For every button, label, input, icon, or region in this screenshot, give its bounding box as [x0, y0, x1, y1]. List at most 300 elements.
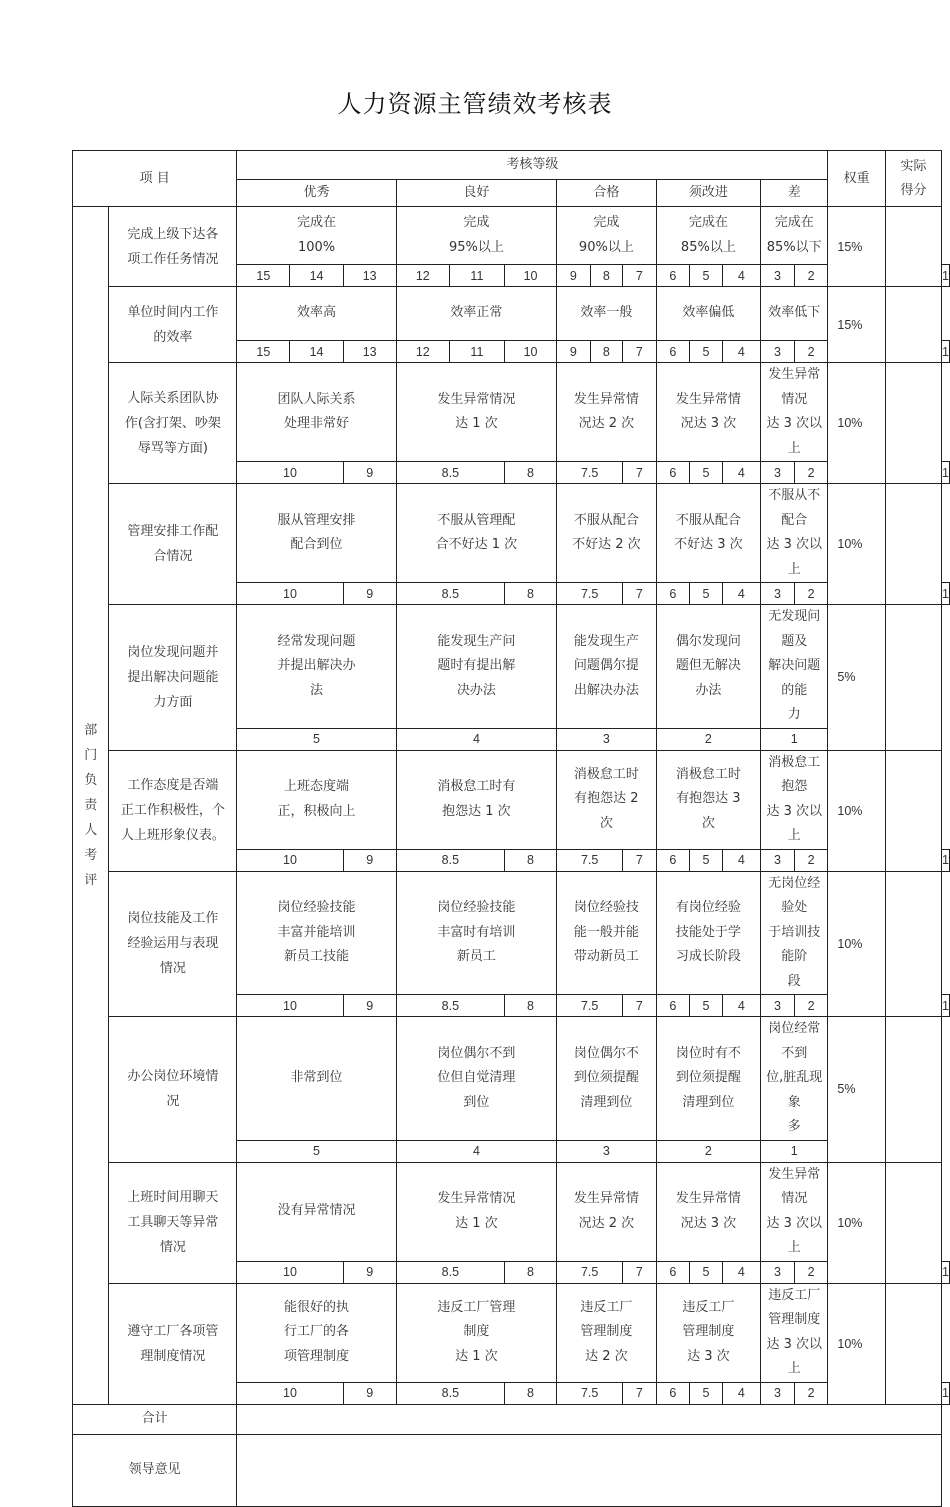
description-line: 正，积极向上 [277, 803, 356, 819]
description-line: 有抱怨达 3 [676, 791, 741, 807]
score-value: 2 [794, 462, 828, 484]
description-line: 不好达 2 次 [572, 537, 641, 552]
criterion-line: 作(含打架、吵架 [124, 415, 221, 431]
score-value: 3 [761, 341, 795, 363]
grade-description [761, 1162, 828, 1261]
evaluator-char: 部 [84, 722, 98, 738]
grade-description [557, 1017, 657, 1141]
description-line: 达 3 次以上 [766, 1336, 822, 1376]
description-line: 能发现生产问 [437, 633, 516, 649]
description-line: 技能处于学 [675, 924, 741, 940]
grade-description [557, 871, 657, 995]
score-value: 10 [237, 849, 343, 871]
criterion-line: 岗位技能及工作 [127, 911, 219, 927]
description-line: 抱怨达 1 次 [442, 803, 511, 819]
actual-score-cell [885, 871, 941, 1017]
description-line: 合不好达 1 次 [435, 537, 518, 552]
score-value: 7.5 [557, 995, 623, 1017]
description-line: 新员工 [456, 949, 496, 964]
grade-description [557, 207, 657, 265]
grade-description [237, 484, 396, 583]
score-value: 3 [761, 1261, 795, 1283]
criterion-label [109, 287, 237, 363]
description-line: 100% [297, 239, 336, 255]
score-value: 9 [343, 583, 396, 605]
grade-description [557, 1283, 657, 1382]
score-value: 8 [504, 583, 556, 605]
grade-description [656, 1283, 760, 1382]
description-line: 到位须提醒 [573, 1070, 639, 1085]
score-value: 9 [343, 995, 396, 1017]
description-line: 处理非常好 [284, 416, 350, 431]
score-value: 4 [722, 583, 760, 605]
score-value: 7 [623, 1261, 657, 1283]
weight-value: 15% [828, 287, 885, 363]
score-value: 10 [237, 583, 343, 605]
grade-description [761, 287, 828, 341]
score-value: 11 [449, 265, 504, 287]
score-value: 8 [504, 462, 556, 484]
score-value: 8 [590, 341, 623, 363]
description-line: 习成长阶段 [675, 949, 741, 964]
description-line: 次 [599, 815, 613, 831]
description-line: 管理制度 [682, 1324, 735, 1340]
description-line: 到位须提醒 [675, 1070, 741, 1085]
actual-score-cell [885, 750, 941, 871]
score-value: 8 [504, 849, 556, 871]
header-item [73, 151, 237, 207]
grade-description [557, 750, 657, 849]
description-line: 达 3 次以上 [766, 803, 822, 843]
description-line: 并提出解决办 [277, 658, 356, 673]
score-value: 4 [722, 462, 760, 484]
grade-description [761, 207, 828, 265]
score-value: 9 [343, 1261, 396, 1283]
score-value: 6 [656, 341, 690, 363]
actual-score-cell [885, 484, 941, 605]
criterion-label [109, 750, 237, 871]
criterion-line: 岗位发现问题并 [127, 644, 219, 660]
criterion-line: 提出解决问题能 [127, 669, 219, 685]
score-value: 6 [656, 583, 690, 605]
description-line: 偶尔发现问 [675, 633, 741, 649]
criterion-line: 工具聊天等异常 [127, 1215, 219, 1230]
description-line: 不服从配合 [675, 512, 741, 528]
grade-description [396, 1017, 556, 1141]
score-value: 7.5 [557, 1261, 623, 1283]
score-value: 5 [690, 995, 723, 1017]
score-value: 14 [290, 265, 343, 287]
description-line: 新员工技能 [284, 949, 350, 964]
criterion-line: 经验运用与表现 [127, 936, 219, 952]
description-line: 岗位时有不 [675, 1045, 741, 1061]
description-line: 消极怠工抱怨 [768, 754, 821, 794]
description-line: 效率偏低 [682, 305, 735, 321]
criterion-line: 项工作任务情况 [127, 251, 219, 267]
description-line: 次 [701, 815, 715, 831]
score-value: 5 [690, 849, 723, 871]
score-value: 6 [656, 265, 690, 287]
description-line: 发生异常情况 [437, 391, 516, 407]
evaluator-char: 评 [84, 872, 98, 888]
description-line: 有抱怨达 2 [574, 791, 639, 807]
description-line: 上班态度端 [284, 779, 350, 794]
score-value: 8.5 [396, 995, 504, 1017]
grade-description [396, 605, 556, 729]
total-value [237, 1404, 942, 1434]
grade-description [396, 1283, 556, 1382]
criterion-line: 辱骂等方面) [137, 440, 208, 456]
description-line: 效率一般 [580, 305, 633, 321]
grade-description [761, 871, 828, 995]
score-value: 1 [942, 265, 950, 287]
description-line: 出解决办法 [573, 682, 639, 698]
description-line: 带动新员工 [573, 949, 639, 964]
score-value: 1 [761, 1140, 828, 1162]
grade-header-3: 合格 [557, 180, 657, 207]
description-line: 团队人际关系 [277, 391, 356, 407]
grade-description [557, 363, 657, 462]
description-line: 85%以上 [680, 239, 736, 255]
description-line: 况达 3 次 [680, 416, 737, 431]
criterion-line: 力方面 [153, 694, 193, 710]
grade-description [237, 605, 396, 729]
grade-description [396, 207, 556, 265]
score-value: 5 [690, 341, 723, 363]
description-line: 违反工厂 [580, 1299, 633, 1315]
description-line: 岗位经常不到 [768, 1021, 821, 1061]
description-line: 岗位经验技 [573, 900, 639, 915]
score-value: 2 [656, 1140, 760, 1162]
criterion-line: 办公岗位环境情 [127, 1069, 219, 1085]
score-value: 3 [761, 849, 795, 871]
description-line: 发生异常情 [573, 391, 639, 407]
description-line: 不好达 3 次 [674, 537, 743, 552]
actual-score-cell [885, 605, 941, 751]
description-line: 90%以上 [578, 239, 634, 255]
description-line: 况达 2 次 [578, 1215, 635, 1231]
description-line: 95%以上 [448, 239, 504, 255]
grade-description [761, 484, 828, 583]
description-line: 达 2 次 [585, 1348, 628, 1364]
header-actual-line: 得分 [900, 182, 927, 198]
score-value: 1 [942, 583, 950, 605]
criterion-line: 情况 [159, 961, 186, 977]
header-grade-group: 考核等级 [237, 151, 828, 180]
score-value: 8.5 [396, 583, 504, 605]
criterion-label [109, 484, 237, 605]
score-value: 3 [761, 462, 795, 484]
description-line: 项管理制度 [284, 1348, 350, 1364]
criterion-line: 情况 [159, 1240, 186, 1255]
description-line: 完成 [593, 215, 620, 230]
description-line: 题时有提出解 [437, 658, 516, 673]
description-line: 消极怠工时有 [437, 779, 516, 794]
grade-description [396, 484, 556, 583]
grade-description [237, 207, 396, 265]
score-value: 7.5 [557, 849, 623, 871]
grade-description [237, 1283, 396, 1382]
description-line: 于培训技能阶 [768, 924, 821, 964]
grade-description [656, 605, 760, 729]
score-value: 7 [623, 849, 657, 871]
description-line: 不服从不配合 [768, 488, 821, 528]
evaluation-table [72, 150, 950, 1507]
score-value: 2 [794, 265, 828, 287]
grade-description [237, 1017, 396, 1141]
description-line: 不服从管理配 [437, 512, 516, 528]
score-value: 8.5 [396, 462, 504, 484]
description-line: 达 3 次以上 [766, 1215, 822, 1255]
score-value: 13 [343, 265, 396, 287]
description-line: 服从管理安排 [277, 512, 356, 528]
grade-header-2: 良好 [396, 180, 556, 207]
criterion-line: 况 [166, 1094, 180, 1110]
description-line: 无发现问题及 [768, 609, 821, 649]
description-line: 效率低下 [768, 305, 821, 321]
score-value: 7 [623, 265, 657, 287]
score-value: 10 [504, 341, 556, 363]
page-title: 人力资源主管绩效考核表 [337, 90, 613, 118]
score-value: 10 [237, 995, 343, 1017]
evaluator-char: 门 [84, 747, 98, 763]
weight-value: 10% [828, 871, 885, 1017]
description-line: 发生异常情 [675, 391, 741, 407]
score-value: 7 [623, 995, 657, 1017]
score-value: 9 [343, 849, 396, 871]
score-value: 9 [557, 265, 591, 287]
grade-description [237, 287, 396, 341]
description-line: 达 1 次 [455, 1348, 498, 1364]
grade-header-1: 优秀 [237, 180, 396, 207]
score-value: 10 [504, 265, 556, 287]
score-value: 7 [623, 583, 657, 605]
score-value: 4 [396, 1140, 556, 1162]
weight-value: 5% [828, 1017, 885, 1163]
description-line: 非常到位 [290, 1070, 343, 1085]
score-value: 2 [794, 849, 828, 871]
actual-score-cell [885, 363, 941, 484]
grade-description [761, 750, 828, 849]
grade-description [761, 1017, 828, 1141]
description-line: 效率正常 [450, 305, 503, 321]
description-line: 况达 2 次 [578, 416, 635, 431]
description-line: 问题偶尔提 [573, 658, 639, 673]
score-value: 5 [690, 1261, 723, 1283]
grade-description [656, 750, 760, 849]
description-line: 完成在 [774, 215, 814, 230]
weight-value: 10% [828, 484, 885, 605]
description-line: 多 [787, 1119, 801, 1134]
description-line: 违反工厂 [768, 1287, 821, 1303]
score-value: 13 [343, 341, 396, 363]
score-value: 2 [794, 341, 828, 363]
leader-opinion-label: 领导意见 [73, 1434, 237, 1506]
description-line: 发生异常情况 [768, 1166, 821, 1206]
description-line: 能很好的执 [284, 1299, 350, 1315]
grade-description [656, 484, 760, 583]
score-value: 1 [761, 728, 828, 750]
criterion-line: 工作态度是否端 [127, 778, 219, 793]
criterion-line: 合情况 [153, 549, 193, 564]
description-line: 解决问题的能 [768, 658, 821, 698]
score-value: 8 [504, 995, 556, 1017]
criterion-line: 完成上级下达各 [127, 226, 219, 242]
score-value: 2 [794, 1261, 828, 1283]
description-line: 岗位经验技能 [437, 900, 516, 915]
score-value: 4 [722, 265, 760, 287]
score-value: 6 [656, 1261, 690, 1283]
grade-description [396, 287, 556, 341]
grade-description [656, 287, 760, 341]
description-line: 能发现生产 [573, 633, 639, 649]
description-line: 能一般并能 [573, 924, 639, 940]
criterion-label [109, 605, 237, 751]
score-value: 6 [656, 1382, 690, 1404]
evaluator-char: 人 [84, 822, 98, 838]
criterion-label [109, 1162, 237, 1283]
grade-description [761, 1283, 828, 1382]
description-line: 达 1 次 [455, 1215, 498, 1231]
description-line: 题但无解决 [675, 658, 741, 673]
description-line: 法 [310, 682, 324, 698]
description-line: 发生异常情 [573, 1191, 639, 1206]
header-weight: 权重 [828, 151, 885, 207]
description-line: 况达 3 次 [680, 1215, 737, 1231]
criterion-line: 上班时间用聊天 [127, 1190, 219, 1205]
evaluator-char: 负 [84, 772, 98, 788]
description-line: 消极怠工时 [573, 766, 639, 782]
weight-value: 10% [828, 1162, 885, 1283]
score-value: 1 [942, 995, 950, 1017]
description-line: 决办法 [456, 682, 496, 698]
score-value: 4 [722, 341, 760, 363]
grade-header-4: 须改进 [656, 180, 760, 207]
description-line: 行工厂的各 [284, 1324, 350, 1340]
actual-score-cell [885, 1017, 941, 1163]
score-value: 7.5 [557, 462, 623, 484]
description-line: 发生异常情 [675, 1191, 741, 1206]
score-value: 9 [343, 1382, 396, 1404]
score-value: 8.5 [396, 849, 504, 871]
score-value: 7.5 [557, 583, 623, 605]
grade-description [237, 363, 396, 462]
score-value: 2 [794, 1382, 828, 1404]
grade-description [396, 363, 556, 462]
grade-description [656, 207, 760, 265]
actual-score-cell [885, 207, 941, 287]
grade-description [656, 1017, 760, 1141]
grade-description [237, 1162, 396, 1261]
description-line: 力 [787, 707, 801, 722]
description-line: 达 1 次 [455, 416, 498, 431]
score-value: 7 [623, 1382, 657, 1404]
score-value: 1 [942, 462, 950, 484]
description-line: 制度 [463, 1324, 490, 1340]
description-line: 违反工厂管理 [437, 1299, 516, 1315]
description-line: 85%以下 [766, 239, 822, 255]
score-value: 5 [237, 728, 396, 750]
score-value: 5 [690, 462, 723, 484]
score-value: 5 [690, 583, 723, 605]
description-line: 岗位经验技能 [277, 900, 356, 915]
score-value: 4 [722, 1261, 760, 1283]
score-value: 1 [942, 341, 950, 363]
score-value: 6 [656, 849, 690, 871]
score-value: 4 [722, 1382, 760, 1404]
score-value: 2 [794, 995, 828, 1017]
score-value: 8 [590, 265, 623, 287]
score-value: 7 [623, 462, 657, 484]
grade-description [656, 363, 760, 462]
grade-description [656, 871, 760, 995]
description-line: 有岗位经验 [675, 900, 741, 915]
weight-value: 10% [828, 750, 885, 871]
weight-value: 10% [828, 363, 885, 484]
evaluator-char: 责 [84, 797, 98, 813]
header-item-label: 项 目 [139, 170, 170, 186]
grade-description [557, 605, 657, 729]
criterion-line: 理制度情况 [140, 1348, 206, 1364]
criterion-line: 单位时间内工作 [127, 304, 219, 320]
criterion-line: 的效率 [153, 329, 193, 345]
score-value: 1 [942, 1261, 950, 1283]
score-value: 10 [237, 1261, 343, 1283]
score-value: 12 [396, 265, 449, 287]
criterion-line: 人际关系团队协 [127, 390, 219, 406]
score-value: 6 [656, 995, 690, 1017]
description-line: 位但自觉清理 [437, 1070, 516, 1085]
description-line: 配合到位 [290, 537, 343, 552]
score-value: 5 [690, 265, 723, 287]
score-value: 12 [396, 341, 449, 363]
description-line: 效率高 [297, 305, 337, 321]
evaluator-label [73, 207, 109, 1405]
criterion-label [109, 871, 237, 1017]
score-value: 8.5 [396, 1261, 504, 1283]
total-label: 合计 [73, 1404, 237, 1434]
criterion-label [109, 1017, 237, 1163]
description-line: 管理制度 [768, 1312, 821, 1327]
criterion-line: 人上班形象仪表。 [120, 828, 225, 843]
grade-description [396, 1162, 556, 1261]
grade-description [761, 363, 828, 462]
score-value: 8 [504, 1261, 556, 1283]
grade-description [656, 1162, 760, 1261]
description-line: 丰富时有培训 [437, 924, 516, 940]
score-value: 10 [237, 462, 343, 484]
score-value: 8 [504, 1382, 556, 1404]
score-value: 4 [396, 728, 556, 750]
score-value: 7 [623, 341, 657, 363]
description-line: 岗位偶尔不到 [437, 1045, 516, 1061]
weight-value: 15% [828, 207, 885, 287]
grade-description [557, 484, 657, 583]
score-value: 11 [449, 341, 504, 363]
description-line: 位,脏乱现象 [766, 1070, 823, 1110]
score-value: 3 [761, 265, 795, 287]
evaluator-char: 考 [84, 847, 98, 863]
description-line: 到位 [463, 1094, 490, 1110]
score-value: 9 [557, 341, 591, 363]
grade-description [557, 287, 657, 341]
description-line: 完成在 [297, 215, 337, 230]
weight-value: 5% [828, 605, 885, 751]
score-value: 1 [942, 849, 950, 871]
score-value: 7.5 [557, 1382, 623, 1404]
score-value: 3 [761, 583, 795, 605]
score-value: 2 [794, 583, 828, 605]
